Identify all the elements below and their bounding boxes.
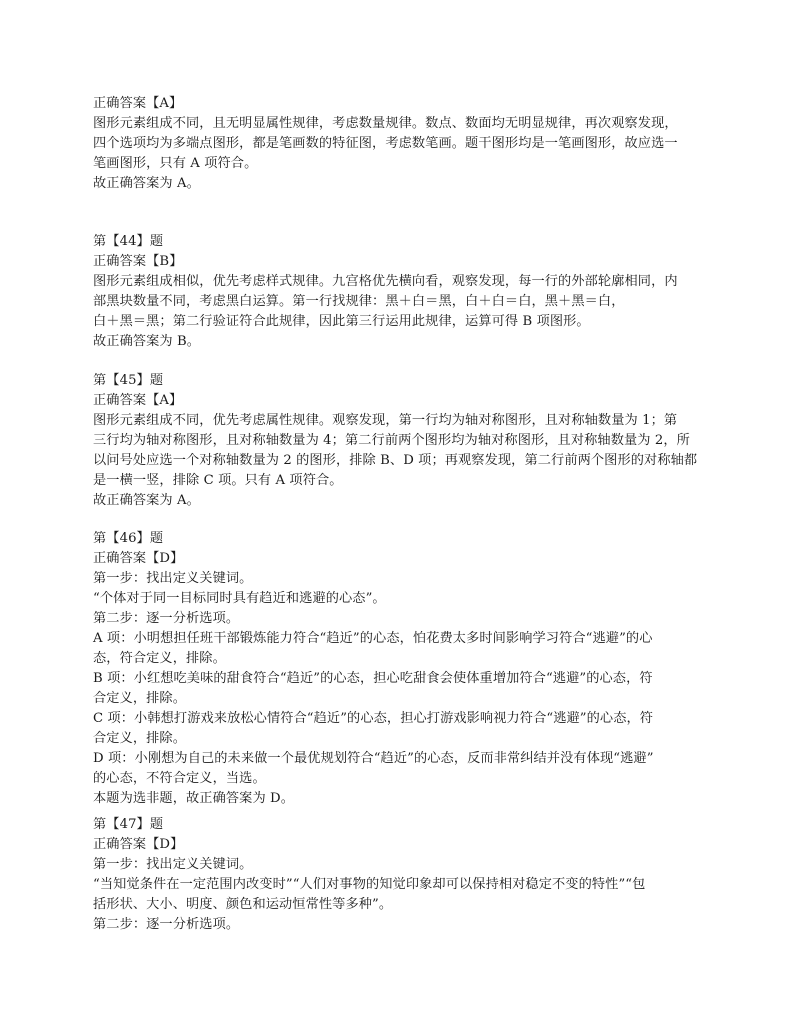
explanation-line: 以问号处应选一个对称轴数量为 2 的图形，排除 B、D 项；再观察发现，第二行前两个图形的对称轴都 [93,453,698,468]
option-analysis-line: C 项：小韩想打游戏来放松心情符合“趋近”的心态，担心打游戏影响视力符合“逃避”的心态，符 [93,711,654,726]
explanation-line: 图形元素组成不同，优先考虑属性规律。观察发现，第一行均为轴对称图形，且对称轴数量为 1；第 [93,413,678,428]
conclusion-line: 故正确答案为 B。 [93,334,201,349]
conclusion-line: 故正确答案为 A。 [93,176,200,191]
definition-keyword: “当知觉条件在一定范围内改变时”“人们对事物的知觉印象却可以保持相对稳定不变的特性”“包 [93,877,646,892]
conclusion-line: 本题为选非题，故正确答案为 D。 [93,791,294,806]
step-line: 第一步：找出定义关键词。 [93,857,253,872]
option-analysis-line: 的心态，不符合定义，当选。 [93,771,266,786]
answer-line: 正确答案【B】 [93,254,183,269]
option-analysis-line: 态，符合定义，排除。 [93,651,226,666]
answer-line: 正确答案【D】 [93,837,184,852]
definition-keyword: “个体对于同一目标同时具有趋近和逃避的心态”。 [93,591,386,606]
explanation-line: 笔画图形，只有 A 项符合。 [93,156,258,171]
explanation-line: 部黑块数量不同，考虑黑白运算。第一行找规律：黑＋白＝黑，白＋白＝白，黑＋黑＝白， [93,294,625,309]
option-analysis-line: B 项：小红想吃美味的甜食符合“趋近”的心态，担心吃甜食会使体重增加符合“逃避”的心态，符 [93,671,653,686]
definition-keyword: 括形状、大小、明度、颜色和运动恒常性等多种”。 [93,897,393,912]
question-number: 第【44】题 [93,234,164,249]
question-block-45 [93,371,715,511]
explanation-line: 图形元素组成不同，且无明显属性规律，考虑数量规律。数点、数面均无明显规律，再次观察发现， [93,116,678,131]
question-number: 第【45】题 [93,373,164,388]
answer-block-43 [93,94,715,194]
question-number: 第【47】题 [93,817,164,832]
question-block-46 [93,529,715,809]
answer-line: 正确答案【D】 [93,551,184,566]
option-analysis-line: 合定义，排除。 [93,731,187,746]
explanation-line: 是一横一竖，排除 C 项。只有 A 项符合。 [93,473,343,488]
question-block-44 [93,232,715,352]
step-line: 第二步：逐一分析选项。 [93,917,240,932]
question-number: 第【46】题 [93,531,164,546]
explanation-line: 白＋黑＝黑；第二行验证符合此规律，因此第三行运用此规律，运算可得 B 项图形。 [93,314,590,329]
explanation-line: 四个选项均为多端点图形，都是笔画数的特征图，考虑数笔画。题干图形均是一笔画图形，故应选一 [93,136,678,151]
step-line: 第二步：逐一分析选项。 [93,611,240,626]
question-block-47 [93,815,715,935]
option-analysis-line: A 项：小明想担任班干部锻炼能力符合“趋近”的心态，怕花费太多时间影响学习符合“逃避”的心 [93,631,653,646]
answer-line: 正确答案【A】 [93,393,183,408]
explanation-line: 三行均为轴对称图形，且对称轴数量为 4；第二行前两个图形均为轴对称图形，且对称轴数量为 2，所 [93,433,690,448]
step-line: 第一步：找出定义关键词。 [93,571,253,586]
option-analysis-line: D 项：小刚想为自己的未来做一个最优规划符合“趋近”的心态，反而非常纠结并没有体现“逃避” [93,751,654,766]
conclusion-line: 故正确答案为 A。 [93,493,200,508]
answer-line: 正确答案【A】 [93,96,183,111]
option-analysis-line: 合定义，排除。 [93,691,187,706]
explanation-line: 图形元素组成相似，优先考虑样式规律。九宫格优先横向看，观察发现，每一行的外部轮廓相同，内 [93,274,678,289]
